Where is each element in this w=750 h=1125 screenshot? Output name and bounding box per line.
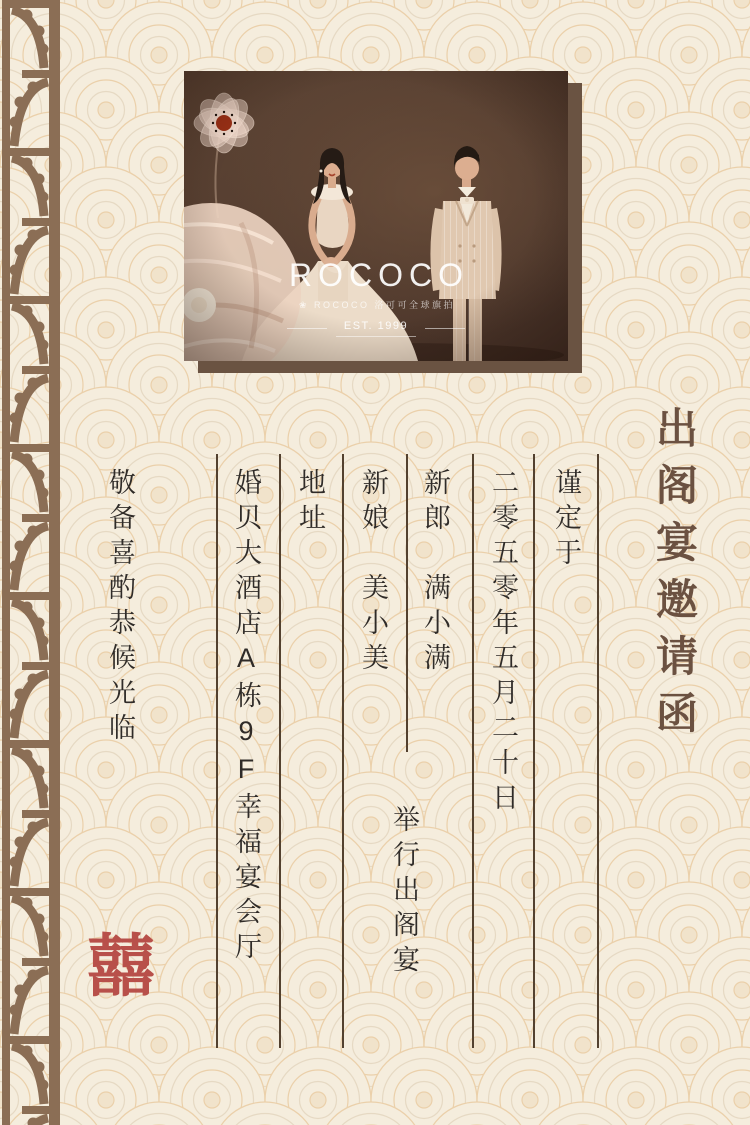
bride-label: 新娘 <box>358 468 388 538</box>
column-date: 二零五零年五月二十日 <box>488 468 518 818</box>
couple-photo-art <box>184 71 568 361</box>
column-bride <box>359 468 386 678</box>
column-divider <box>342 454 344 1048</box>
established-text: EST. 1999 <box>336 319 416 337</box>
groom-name: 满小满 <box>420 573 450 678</box>
groom-label: 新郎 <box>420 468 450 538</box>
column-event: 举行出阁宴 <box>389 805 419 980</box>
rule-right <box>425 328 465 329</box>
lattice-border <box>0 0 62 1125</box>
column-divider <box>597 454 599 1048</box>
column-groom <box>421 468 448 678</box>
brand-subline: ❀ ROCOCO 洛可可全球旗拍 <box>298 300 456 310</box>
column-intro: 谨定于 <box>551 468 581 573</box>
brand-watermark: ROCOCO <box>289 257 469 293</box>
column-divider <box>216 454 218 1048</box>
column-address: 婚贝大酒店A栋9F幸福宴会厅 <box>231 468 261 967</box>
column-divider <box>472 454 474 1048</box>
bride-name: 美小美 <box>358 573 388 678</box>
couple-photo <box>184 71 568 361</box>
rule-left <box>287 328 327 329</box>
column-divider <box>533 454 535 1048</box>
column-divider-short <box>406 454 408 752</box>
invitation-title: 出阁宴邀请函 <box>650 406 696 748</box>
established-badge <box>184 319 568 337</box>
column-closing: 敬备喜酌恭候光临 <box>105 468 135 748</box>
column-divider <box>279 454 281 1048</box>
double-happiness-seal: 囍 <box>86 929 155 1005</box>
column-address-label: 地址 <box>295 468 325 538</box>
